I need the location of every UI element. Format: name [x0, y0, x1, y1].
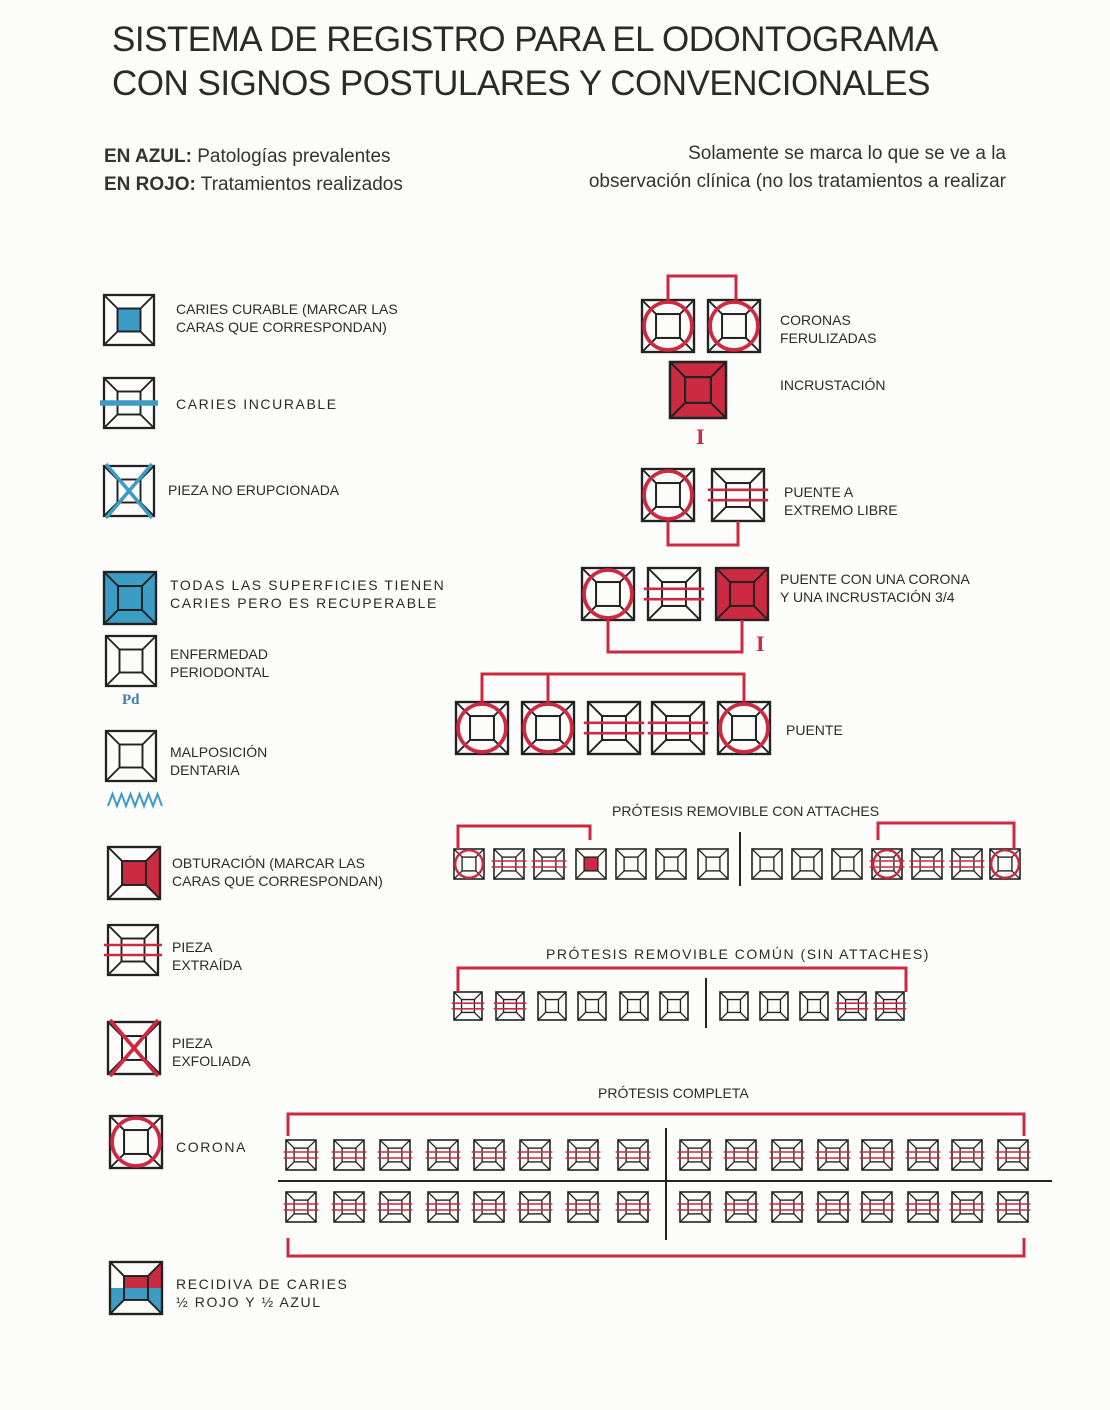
tooth-comun-right-1 — [720, 992, 748, 1020]
bracket-attaches-right — [878, 823, 1014, 849]
tooth-enfermedad-periodontal — [106, 636, 156, 686]
legend-blue-label: EN AZUL: — [104, 146, 192, 167]
tooth-pieza-no-erupcionada — [104, 464, 154, 518]
tooth-completa-r1-10 — [724, 1140, 759, 1170]
tooth-recidiva — [110, 1262, 162, 1314]
tooth-completa-r2-9 — [678, 1192, 713, 1222]
tooth-comun-right-4 — [836, 992, 868, 1020]
label-malposicion: MALPOSICIÓN DENTARIA — [170, 744, 268, 778]
tooth-comun-right-3 — [800, 992, 828, 1020]
tooth-completa-r2-8 — [616, 1192, 651, 1222]
bracket-puente-extremo-libre — [668, 521, 738, 545]
tooth-puente-libre-1 — [642, 469, 694, 521]
tooth-todas-superficies — [104, 572, 156, 624]
tooth-attaches-left-5 — [616, 849, 646, 879]
tooth-completa-r2-16 — [996, 1192, 1031, 1222]
label-pieza-no-erupcionada: PIEZA NO ERUPCIONADA — [168, 482, 340, 498]
bracket-coronas-ferulizadas — [668, 276, 736, 300]
tooth-comun-left-5 — [620, 992, 648, 1020]
tooth-puente-4 — [648, 702, 708, 754]
tooth-puente-ci-2 — [644, 568, 704, 620]
tooth-attaches-right-7 — [990, 849, 1020, 879]
tooth-completa-r2-14 — [906, 1192, 941, 1222]
tooth-corona — [110, 1116, 162, 1168]
legend-blue-text: Patologías prevalentes — [197, 146, 391, 167]
tooth-puente-ci-1 — [582, 568, 634, 620]
label-obturacion: OBTURACIÓN (MARCAR LAS CARAS QUE CORRESPONDAN) — [172, 855, 383, 889]
tooth-comun-right-2 — [760, 992, 788, 1020]
tooth-attaches-left-4 — [576, 849, 606, 879]
tooth-comun-left-2 — [494, 992, 526, 1020]
tooth-completa-r1-9 — [678, 1140, 713, 1170]
tooth-corona-ferulizada-2 — [708, 300, 760, 352]
tooth-attaches-right-5 — [910, 849, 945, 879]
tooth-completa-r2-7 — [566, 1192, 601, 1222]
tooth-puente-2 — [522, 702, 574, 754]
clinical-note: Solamente se marca lo que se ve a la observación clínica (no los tratamientos a realizar — [588, 143, 1006, 192]
tooth-completa-r1-6 — [518, 1140, 553, 1170]
tooth-completa-r2-15 — [950, 1192, 985, 1222]
tooth-completa-r1-15 — [950, 1140, 985, 1170]
tooth-comun-left-4 — [578, 992, 606, 1020]
tooth-completa-r1-14 — [906, 1140, 941, 1170]
label-caries-incurable: CARIES INCURABLE — [176, 396, 338, 412]
tooth-completa-r2-4 — [426, 1192, 461, 1222]
tooth-attaches-left-6 — [656, 849, 686, 879]
tooth-puente-ci-3 — [716, 568, 768, 620]
label-pieza-exfoliada: PIEZA EXFOLIADA — [172, 1035, 251, 1069]
tooth-attaches-right-4 — [870, 849, 905, 879]
bracket-comun — [458, 968, 906, 992]
label-caries-curable: CARIES CURABLE (MARCAR LAS CARAS QUE CORRESPONDAN) — [176, 301, 398, 335]
tooth-incrustacion — [670, 362, 726, 418]
tooth-obturacion — [108, 847, 160, 899]
tooth-completa-r2-6 — [518, 1192, 553, 1222]
page-title: SISTEMA DE REGISTRO PARA EL ODONTOGRAMA CON SIGNOS POSTULARES Y CONVENCIONALES — [112, 20, 938, 103]
tooth-completa-r2-1 — [284, 1192, 319, 1222]
tooth-malposicion — [106, 731, 156, 781]
label-coronas-ferulizadas: CORONAS FERULIZADAS — [780, 312, 877, 346]
label-incrustacion: INCRUSTACIÓN — [780, 377, 886, 393]
tooth-completa-r2-10 — [724, 1192, 759, 1222]
tooth-attaches-right-1 — [752, 849, 782, 879]
tooth-puente-3 — [584, 702, 644, 754]
tooth-puente-5 — [718, 702, 770, 754]
caption-protesis-sin-attaches: PRÓTESIS REMOVIBLE COMÚN (SIN ATTACHES) — [546, 946, 930, 962]
label-corona: CORONA — [176, 1139, 248, 1155]
pd-mark: Pd — [122, 692, 140, 708]
tooth-comun-left-6 — [660, 992, 688, 1020]
legend-red-text: Tratamientos realizados — [200, 174, 403, 195]
label-enfermedad-periodontal: ENFERMEDAD PERIODONTAL — [170, 646, 270, 680]
tooth-attaches-left-1 — [454, 849, 484, 879]
label-puente: PUENTE — [786, 722, 843, 738]
bracket-attaches-left — [458, 826, 590, 849]
puente-mark: I — [756, 631, 765, 656]
tooth-attaches-right-2 — [792, 849, 822, 879]
tooth-completa-r1-2 — [332, 1140, 367, 1170]
tooth-completa-r1-1 — [284, 1140, 319, 1170]
tooth-completa-r1-16 — [996, 1140, 1031, 1170]
tooth-caries-incurable — [100, 378, 158, 428]
label-pieza-extraida: PIEZA EXTRAÍDA — [172, 939, 243, 973]
bracket-puente — [482, 674, 744, 702]
tooth-completa-r2-3 — [378, 1192, 413, 1222]
legend-red-label: EN ROJO: — [104, 174, 196, 195]
malposicion-zigzag — [108, 794, 162, 806]
tooth-attaches-left-7 — [698, 849, 728, 879]
tooth-completa-r1-4 — [426, 1140, 461, 1170]
incrustacion-mark: I — [696, 424, 705, 449]
tooth-comun-left-3 — [538, 992, 566, 1020]
bracket-completa-bottom — [288, 1238, 1024, 1256]
tooth-completa-r1-12 — [816, 1140, 851, 1170]
tooth-completa-r1-5 — [472, 1140, 507, 1170]
tooth-completa-r1-11 — [770, 1140, 805, 1170]
label-todas-superficies: TODAS LAS SUPERFICIES TIENEN CARIES PERO ES RECUPERABLE — [170, 577, 446, 611]
tooth-attaches-right-6 — [950, 849, 985, 879]
tooth-completa-r2-11 — [770, 1192, 805, 1222]
tooth-corona-ferulizada-1 — [642, 300, 694, 352]
label-puente-corona-incrustacion: PUENTE CON UNA CORONA Y UNA INCRUSTACIÓN 3/4 — [780, 571, 970, 605]
tooth-puente-libre-2 — [708, 469, 768, 521]
tooth-completa-r2-12 — [816, 1192, 851, 1222]
bracket-completa-top — [288, 1114, 1024, 1136]
tooth-attaches-right-3 — [832, 849, 862, 879]
tooth-puente-1 — [456, 702, 508, 754]
caption-protesis-con-attaches: PRÓTESIS REMOVIBLE CON ATTACHES — [612, 803, 880, 819]
bracket-puente-corona-incrustacion — [608, 620, 742, 652]
tooth-pieza-exfoliada — [108, 1020, 160, 1076]
tooth-caries-curable — [104, 295, 154, 345]
tooth-comun-right-5 — [874, 992, 906, 1020]
tooth-attaches-left-3 — [532, 849, 567, 879]
tooth-completa-r2-13 — [860, 1192, 895, 1222]
label-recidiva: RECIDIVA DE CARIES ½ ROJO Y ½ AZUL — [176, 1276, 349, 1310]
tooth-completa-r1-13 — [860, 1140, 895, 1170]
tooth-completa-r2-2 — [332, 1192, 367, 1222]
tooth-completa-r1-8 — [616, 1140, 651, 1170]
tooth-completa-r2-5 — [472, 1192, 507, 1222]
tooth-comun-left-1 — [452, 992, 484, 1020]
caption-protesis-completa: PRÓTESIS COMPLETA — [598, 1085, 749, 1101]
tooth-pieza-extraida — [104, 925, 162, 975]
label-puente-extremo-libre: PUENTE A EXTREMO LIBRE — [784, 484, 898, 518]
tooth-completa-r1-7 — [566, 1140, 601, 1170]
tooth-completa-r1-3 — [378, 1140, 413, 1170]
tooth-attaches-left-2 — [492, 849, 527, 879]
